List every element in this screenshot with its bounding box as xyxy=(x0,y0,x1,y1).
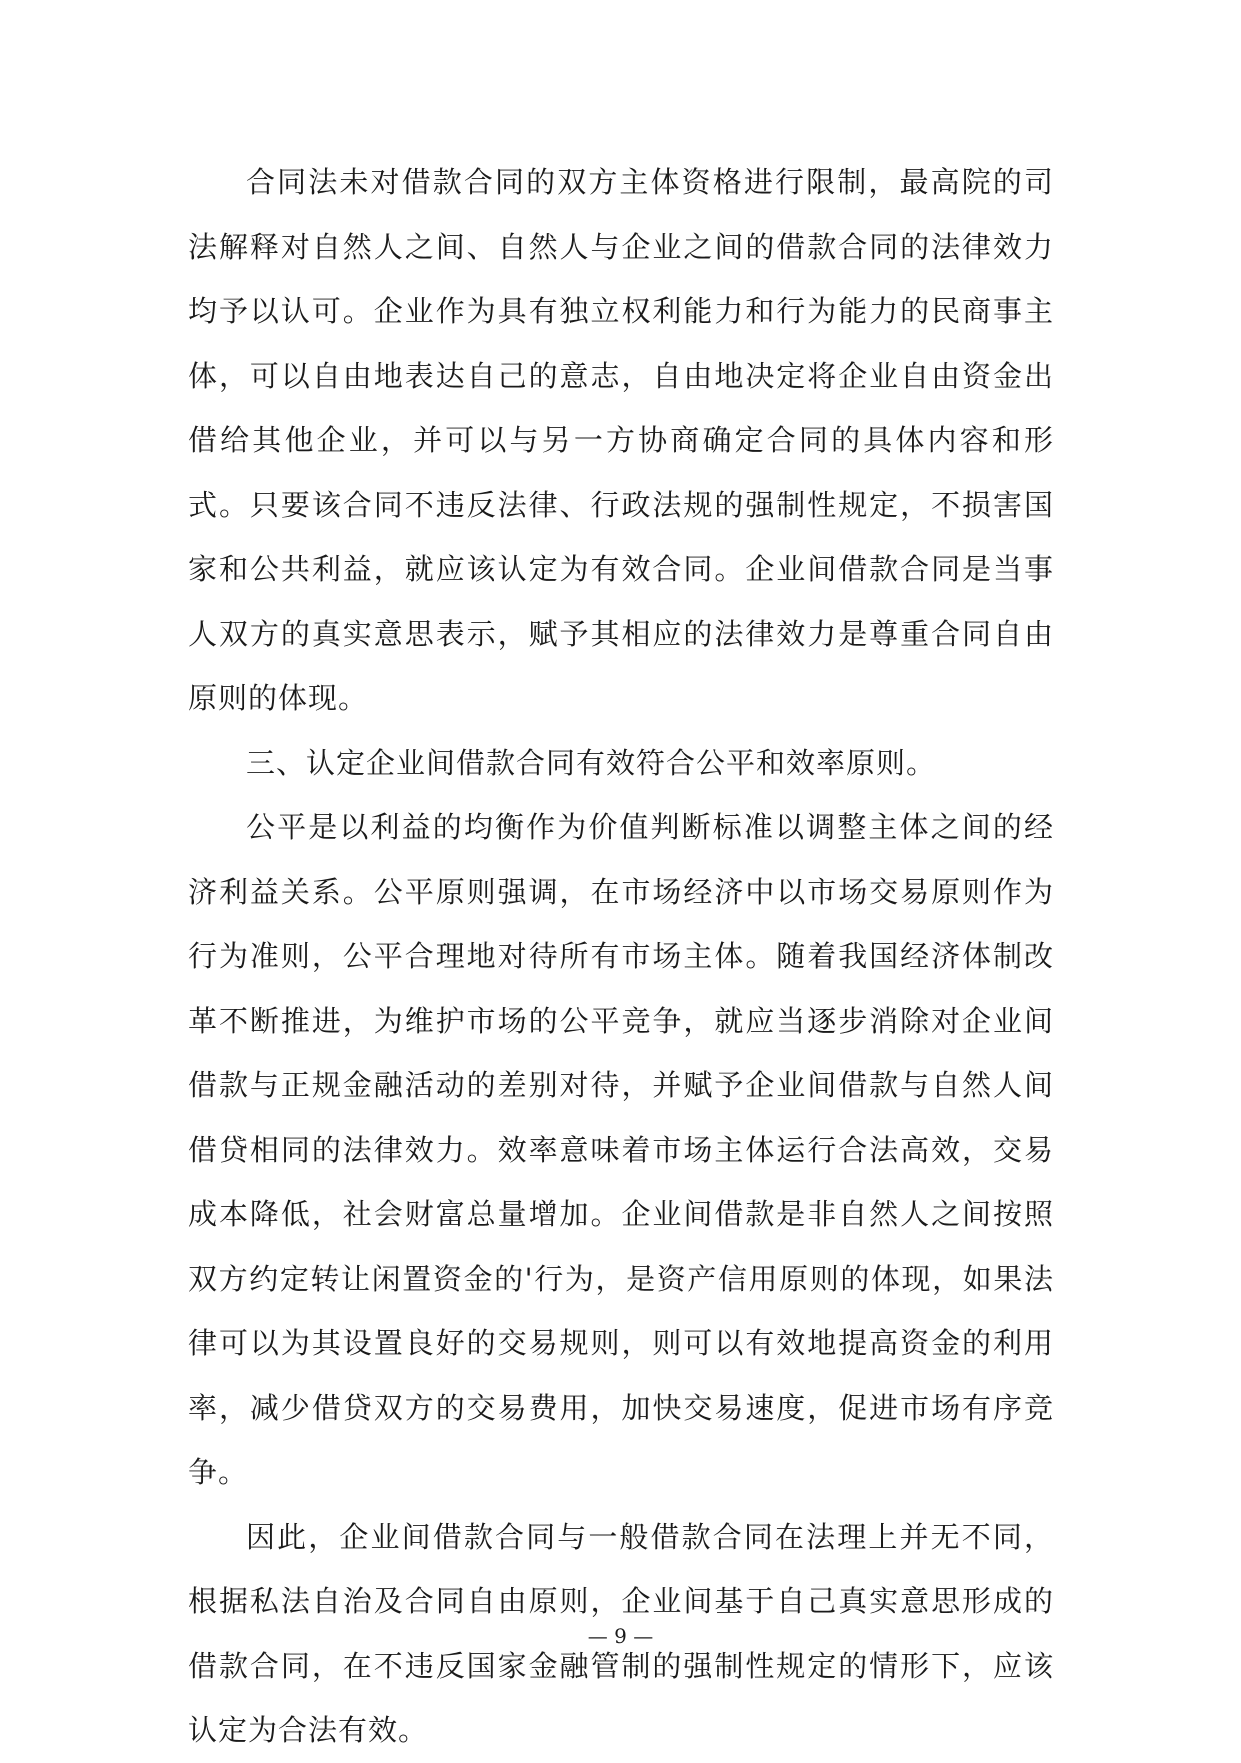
section-heading-fairness-efficiency: 三、认定企业间借款合同有效符合公平和效率原则。 xyxy=(246,745,937,780)
paragraph-fairness-efficiency: 公平是以利益的均衡作为价值判断标准以调整主体之间的经济利益关系。公平原则强调，在市场经济中以市场交易原则作为行为准则，公平合理地对待所有市场主体。随着我国经济体制改革不断推进，为维护市场的公平竞争，就应当逐步消除对企业间借款与正规金融活动的差别对待，并赋予企业间借款与自然人间借贷相同的法律效力。效率意味着市场主体运行合法高效，交易成本降低，社会财富总量增加。企业间借款是非自然人之间按照双方约定转让闲置资金的'行为，是资产信用原则的体现，如果法律可以为其设置良好的交易规则，则可以有效地提高资金的利用率，减少借贷双方的交易费用，加快交易速度，促进市场有序竞争。 xyxy=(188,810,1054,1489)
paragraph-contract-law-validity: 合同法未对借款合同的双方主体资格进行限制，最高院的司法解释对自然人之间、自然人与企业之间的借款合同的法律效力均予以认可。企业作为具有独立权利能力和行为能力的民商事主体，可以自由地表达自己的意志，自由地决定将企业自由资金出借给其他企业，并可以与另一方协商确定合同的具体内容和形式。只要该合同不违反法律、行政法规的强制性规定，不损害国家和公共利益，就应该认定为有效合同。企业间借款合同是当事人双方的真实意思表示，赋予其相应的法律效力是尊重合同自由原则的体现。 xyxy=(188,165,1054,715)
document-body xyxy=(188,150,1054,1763)
page-number: — 9 — xyxy=(587,1624,654,1648)
paragraph-conclusion: 因此，企业间借款合同与一般借款合同在法理上并无不同，根据私法自治及合同自由原则，企业间基于自己真实意思形成的借款合同，在不违反国家金融管制的强制性规定的情形下，应该认定为合法有效。 xyxy=(188,1519,1054,1747)
